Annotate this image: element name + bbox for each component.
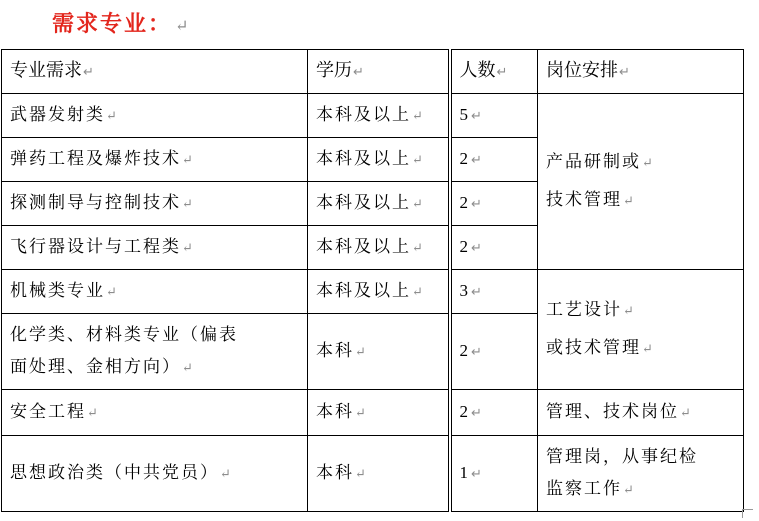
cell-education: 本科↵ xyxy=(308,436,450,512)
cell-major: 武器发射类↵ xyxy=(2,94,308,138)
cell-major: 飞行器设计与工程类↵ xyxy=(2,226,308,270)
table-row xyxy=(2,94,744,138)
header-major: 专业需求↵ xyxy=(2,50,308,94)
cell-major: 机械类专业↵ xyxy=(2,270,308,314)
cell-education: 本科↵ xyxy=(308,390,450,436)
header-education: 学历↵ xyxy=(308,50,450,94)
cell-education: 本科及以上↵ xyxy=(308,138,450,182)
cell-count: 2↵ xyxy=(450,182,538,226)
cell-education: 本科及以上↵ xyxy=(308,182,450,226)
header-count: 人数↵ xyxy=(450,50,538,94)
cell-count: 3↵ xyxy=(450,270,538,314)
page-title: 需求专业： ↵ xyxy=(52,11,191,37)
table-row xyxy=(2,270,744,314)
cell-major: 思想政治类（中共党员）↵ xyxy=(2,436,308,512)
cell-count: 1↵ xyxy=(450,436,538,512)
cell-education: 本科↵ xyxy=(308,314,450,390)
cell-position-group-2: 工艺设计↵ 或技术管理↵ xyxy=(538,270,744,390)
cell-education: 本科及以上↵ xyxy=(308,226,450,270)
cell-position-group-3: 管理、技术岗位↵ xyxy=(538,390,744,436)
paragraph-mark: ↵ xyxy=(175,16,191,35)
table-row xyxy=(2,436,744,512)
cell-education: 本科及以上↵ xyxy=(308,94,450,138)
cell-major: 安全工程↵ xyxy=(2,390,308,436)
cell-count: 2↵ xyxy=(450,314,538,390)
cell-major: 弹药工程及爆炸技术↵ xyxy=(2,138,308,182)
cell-count: 5↵ xyxy=(450,94,538,138)
header-position: 岗位安排↵ xyxy=(538,50,744,94)
cell-count: 2↵ xyxy=(450,390,538,436)
cell-position-group-1: 产品研制或↵ 技术管理↵ xyxy=(538,94,744,270)
cell-count: 2↵ xyxy=(450,226,538,270)
page-corner-mark xyxy=(742,509,753,518)
table-row xyxy=(2,390,744,436)
cell-education: 本科及以上↵ xyxy=(308,270,450,314)
table-header-row xyxy=(2,50,744,94)
cell-major: 探测制导与控制技术↵ xyxy=(2,182,308,226)
cell-position-group-4: 管理岗，从事纪检 监察工作↵ xyxy=(538,436,744,512)
cell-count: 2↵ xyxy=(450,138,538,182)
cell-major: 化学类、材料类专业（偏表 面处理、金相方向）↵ xyxy=(2,314,308,390)
requirements-table xyxy=(1,49,744,512)
